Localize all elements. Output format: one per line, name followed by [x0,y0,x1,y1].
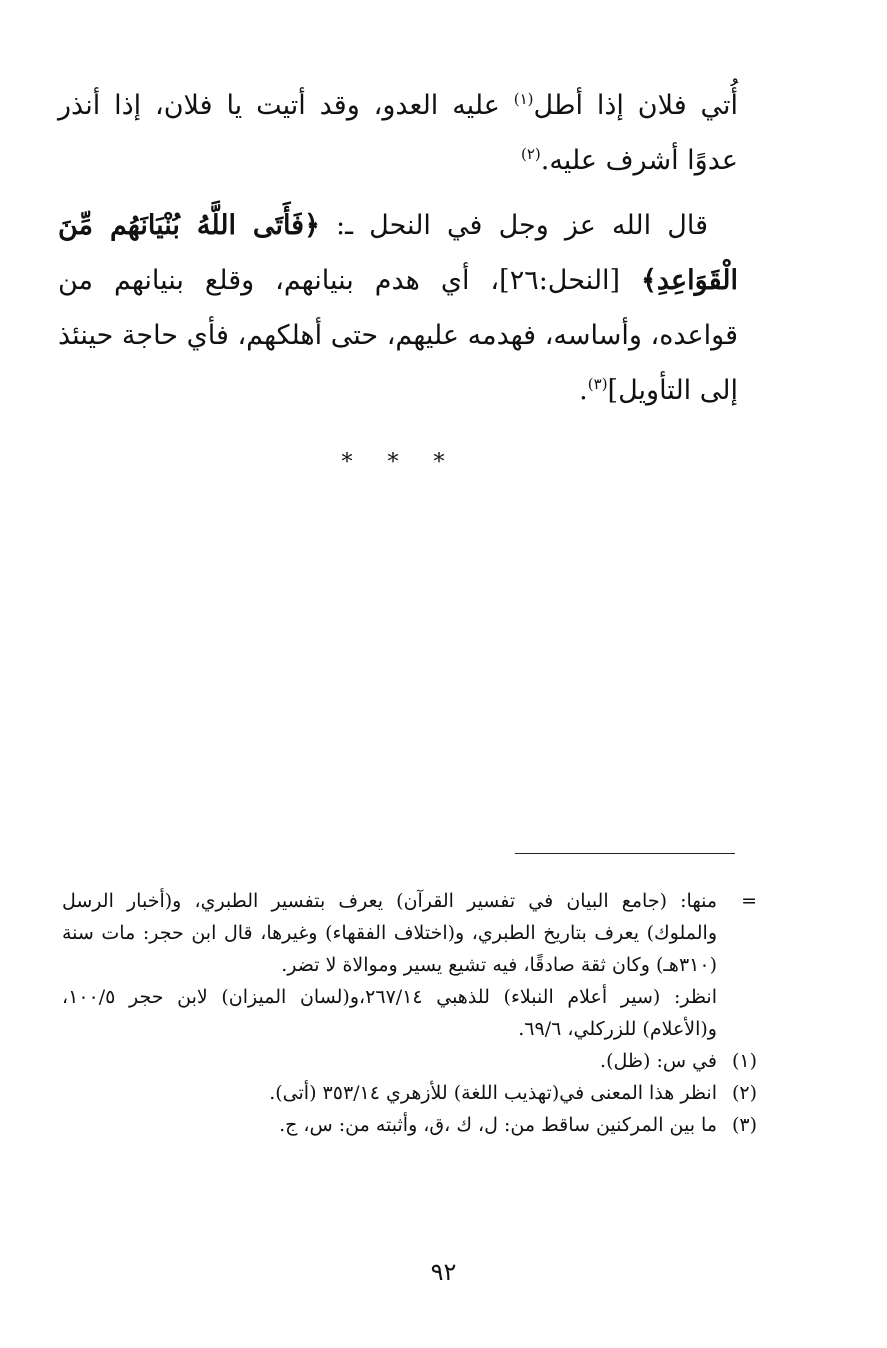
footnote-ref-2[interactable]: (٢) [520,145,541,163]
page-number: ٩٢ [430,1258,457,1286]
footnote-2 [62,1077,757,1109]
footnote-number: (١) [731,1050,757,1072]
footnote-ref-1[interactable]: (١) [513,90,534,108]
footnote-3 [62,1109,757,1141]
section-separator: * * * [341,450,459,475]
continuation-mark: = [741,890,757,912]
footnote-number: (٣) [731,1114,757,1136]
text-span: قال الله عز وجل في النحل ـ: [319,210,709,241]
text-span: . [579,375,588,406]
main-text [58,78,738,418]
footnote-continuation [62,885,757,1045]
text-span: [النحل:٢٦]، أي هدم بنيانهم، وقلع بنيانهم من قواعده، وأساسه، فهدمه عليهم، حتى أهلكهم، فأي حاجة حينئذ إلى التأويل] [58,265,738,406]
paragraph-2 [58,198,738,418]
continuation-text: انظر: (سير أعلام النبلاء) للذهبي ٢٦٧/١٤،و(لسان الميزان) لابن حجر ١٠٠/٥، و(الأعلام) للزركلي، ٦٩/٦. [62,986,717,1040]
footnote-text: ما بين المركنين ساقط من: ل، ك ،ق، وأثبته من: س، ج. [279,1114,717,1136]
paragraph-1 [58,78,738,188]
continuation-body [62,885,717,1045]
footnotes [62,885,757,1141]
footnote-1 [62,1045,757,1077]
quran-verse: ﴿فَأَتَى اللَّهُ بُنْيَانَهُم مِّنَ الْقَوَاعِدِ﴾ [58,210,738,296]
footnote-number: (٢) [731,1082,757,1104]
text-span: أُتي فلان إذا أطل [533,90,739,121]
footnote-text: في س: (ظل). [600,1050,717,1072]
text-span: عليه العدو، وقد أتيت يا فلان، إذا أنذر عدوًا أشرف عليه. [58,90,738,176]
footnote-text: انظر هذا المعنى في(تهذيب اللغة) للأزهري ٣٥٣/١٤ (أتى). [269,1082,717,1104]
continuation-text: منها: (جامع البيان في تفسير القرآن) يعرف بتفسير الطبري، و(أخبار الرسل والملوك) يعرف بتاريخ الطبري، و(اختلاف الفقهاء) وغيرها، قال ابن حجر: مات سنة (٣١٠هـ) وكان ثقة صادقًا، فيه تشيع يسير وموالاة لا تضر. [62,890,717,976]
footnote-ref-3[interactable]: (٣) [587,375,608,393]
footnote-divider [515,853,735,854]
